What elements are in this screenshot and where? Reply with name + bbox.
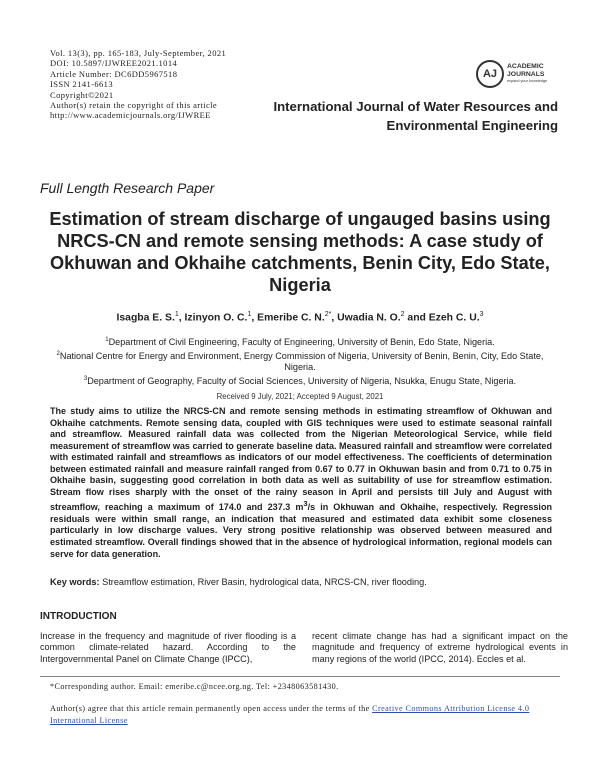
author-affiliation-mark: 1 — [174, 311, 179, 318]
author-separator: , — [331, 312, 338, 324]
affiliations — [40, 335, 560, 387]
academic-journals-logo — [476, 60, 566, 90]
author-name: Uwadia N. O. — [337, 312, 401, 324]
author-name: Ezeh C. U. — [428, 312, 480, 324]
affiliation-item — [40, 374, 560, 388]
author-name: Izinyon O. C. — [184, 312, 248, 324]
meta-copyright: Copyright©2021 — [50, 89, 114, 100]
author-separator: and — [404, 312, 429, 324]
intro-column-right: recent climate change has had a significant impact on the magnitude and frequency of extreme hydrological events in many regions of the world (IPCC, 2014). Eccles et al. — [312, 631, 568, 664]
author-name: Isagba E. S. — [116, 312, 175, 324]
logo-line-1: ACADEMIC — [507, 63, 544, 70]
paper-type: Full Length Research Paper — [40, 180, 215, 196]
abstract-unit-superscript: 3 — [303, 499, 308, 509]
affiliation-mark: 3 — [83, 375, 88, 382]
author-name: Emeribe C. N. — [257, 312, 325, 324]
logo-wordmark — [507, 63, 547, 84]
footnote-divider — [40, 676, 560, 677]
author-affiliation-mark: 3 — [479, 311, 484, 318]
intro-column-left: Increase in the frequency and magnitude of river flooding is a common climate-related hazard. According to the Intergovernmental Panel on Climate Change (IPCC), — [40, 631, 296, 664]
meta-article-number: Article Number: DC6DD5967518 — [50, 68, 178, 79]
journal-name — [260, 97, 558, 135]
keywords-text: Streamflow estimation, River Basin, hydrological data, NRCS-CN, river flooding. — [99, 577, 427, 587]
meta-issn: ISSN 2141-6613 — [50, 79, 113, 90]
license-link[interactable]: Creative Commons Attribution License 4.0 International License — [50, 704, 530, 725]
author-affiliation-mark: 2 — [400, 311, 405, 318]
keywords-label: Key words: — [50, 577, 100, 587]
received-dates: Received 9 July, 2021; Accepted 9 August, 2021 — [216, 392, 384, 401]
affiliation-item — [40, 349, 560, 374]
abstract — [50, 406, 552, 560]
meta-rights: Author(s) retain the copyright of this article — [50, 100, 218, 111]
affiliation-mark: 2 — [56, 350, 60, 357]
author-affiliation-mark: 2* — [324, 311, 332, 318]
keywords — [50, 577, 552, 587]
logo-line-2: JOURNALS — [507, 71, 545, 78]
affiliation-mark: 1 — [105, 337, 109, 343]
logo-tagline: expand your knowledge — [507, 79, 548, 83]
affiliation-text: National Centre for Energy and Environment, Energy Commission of Nigeria, University of Benin, Benin, City, Edo State, Nigeria. — [59, 350, 544, 373]
journal-name-line-2: Environmental Engineering — [386, 118, 558, 133]
introduction-heading: INTRODUCTION — [40, 611, 117, 622]
license-text: Author(s) agree that this article remain permanently open access under the terms of the — [50, 704, 373, 713]
paper-title: Estimation of stream discharge of ungauged basins using NRCS-CN and remote sensing methods: A case study of Okhuwan and Okhaihe catchments, Benin City, Edo State, Nigeria — [49, 209, 551, 295]
affiliation-text: Department of Geography, Faculty of Social Sciences, University of Nigeria, Nsukka, Enugu State, Nigeria. — [87, 375, 517, 386]
author-list — [30, 311, 570, 323]
logo-icon: AJ — [476, 60, 504, 88]
author-separator: , — [178, 312, 185, 324]
author-affiliation-mark: 1 — [247, 311, 252, 318]
license-statement — [50, 703, 560, 727]
meta-volume: Vol. 13(3), pp. 165-183, July-September, 2021 — [50, 48, 227, 58]
meta-url: http://www.academicjournals.org/IJWREE — [50, 110, 211, 121]
meta-doi: DOI: 10.5897/IJWREE2021.1014 — [50, 58, 178, 69]
corresponding-author-footnote: *Corresponding author. Email: emeribe.c@ncee.org.ng. Tel: +2348063581430. — [50, 682, 339, 691]
journal-name-line-1: International Journal of Water Resources and — [273, 99, 558, 114]
abstract-text-part-2: /s in Okhuwan and Okhaihe, respectively. Regression residuals were within small range, an indication that measured and estimated data exhibit some closeness particularly in low discharge values. Very strong positive relationship was observed between measured and estimated streamflow. Overall findings showed that in the absence of hydrological information, regional models can serve for data generation. — [50, 502, 552, 559]
author-separator: , — [251, 312, 258, 324]
article-metadata — [50, 48, 290, 121]
abstract-text-part-1: The study aims to utilize the NRCS-CN and remote sensing methods in estimating streamflow of Okhuwan and Okhaihe catchments. Remote sensing data, coupled with GIS techniques were used to estimate seasonal rainfall and streamflow. Measured rainfall data was collected from the Nigerian Meteorological Service, while field measurement of streamflow was carried to generate baseline data. Measured rainfall and streamflow were correlated with estimated rainfall and streamflows as indicators of our model effectiveness. The coefficients of determination between estimated rainfall and measure rainfall ranged from 0.67 to 0.77 in Okhuwan basin and from 0.71 to 0.75 in Okhaihe basin, suggesting good correlation in both data as well as suitability of use for streamflow estimation. Stream flow rises sharply with the onset of the rainy season in April and persists till July and August with streamflow, reaching a maximum of 174.0 and 237.3 m — [50, 406, 552, 513]
affiliation-item — [40, 335, 560, 349]
affiliation-text: Department of Civil Engineering, Faculty of Engineering, University of Benin, Edo State, Nigeria. — [108, 337, 495, 348]
